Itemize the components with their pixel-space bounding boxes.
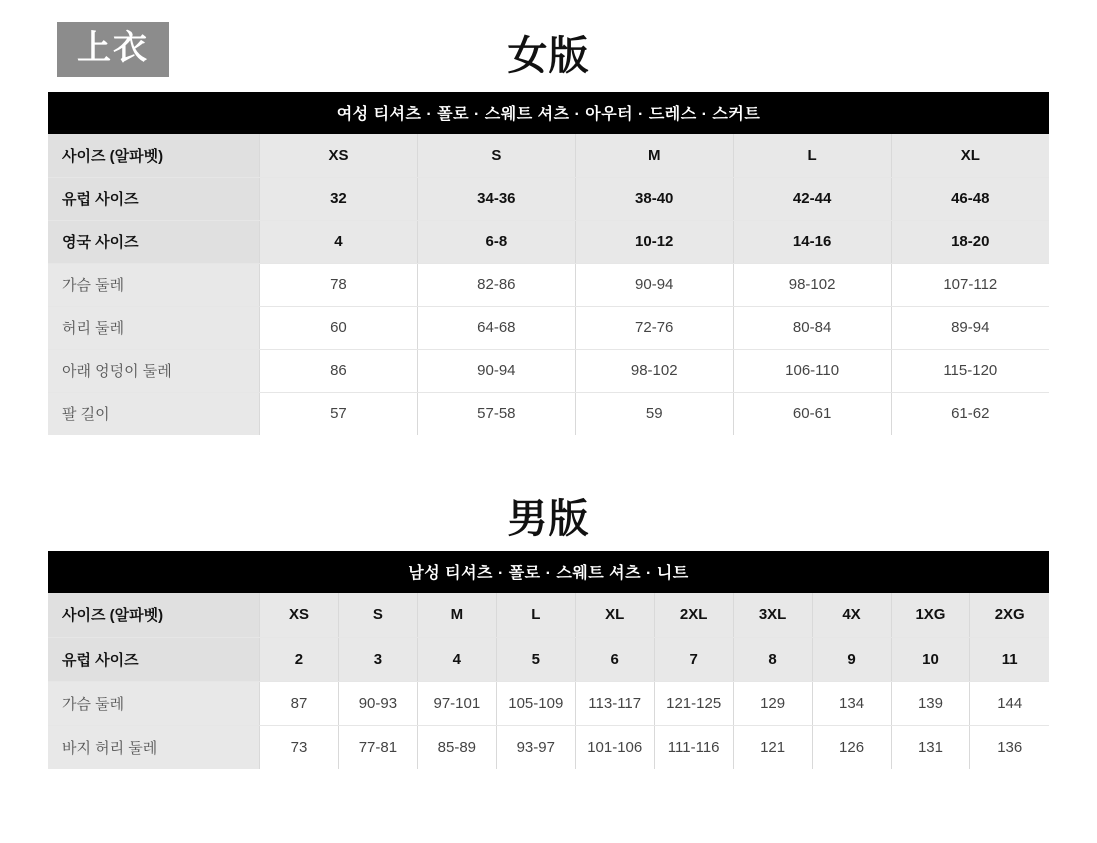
table-cell: 85-89 — [417, 725, 496, 769]
table-cell: 2XG — [970, 593, 1049, 637]
table-cell: 131 — [891, 725, 970, 769]
table-cell: 77-81 — [338, 725, 417, 769]
table-cell: 7 — [654, 637, 733, 681]
table-cell: 10-12 — [575, 220, 733, 263]
table-cell: 4 — [417, 637, 496, 681]
table-cell: 80-84 — [733, 306, 891, 349]
table-cell: 2 — [260, 637, 339, 681]
men-size-table-block — [48, 551, 1049, 769]
table-cell: 89-94 — [891, 306, 1049, 349]
table-cell: 86 — [260, 349, 418, 392]
row-label: 팔 길이 — [48, 392, 260, 435]
table-cell: 3 — [338, 637, 417, 681]
table-cell: 64-68 — [417, 306, 575, 349]
table-cell: 4X — [812, 593, 891, 637]
table-cell: 82-86 — [417, 263, 575, 306]
table-cell: 9 — [812, 637, 891, 681]
row-label: 사이즈 (알파벳) — [48, 134, 260, 177]
row-label: 영국 사이즈 — [48, 220, 260, 263]
women-size-table — [48, 134, 1049, 435]
table-cell: M — [575, 134, 733, 177]
table-cell: 90-94 — [417, 349, 575, 392]
table-cell: 121-125 — [654, 681, 733, 725]
table-cell: 32 — [260, 177, 418, 220]
table-cell: 101-106 — [575, 725, 654, 769]
table-cell: 61-62 — [891, 392, 1049, 435]
table-cell: 11 — [970, 637, 1049, 681]
table-cell: 57 — [260, 392, 418, 435]
table-cell: 72-76 — [575, 306, 733, 349]
table-row — [48, 725, 1049, 769]
table-row — [48, 134, 1049, 177]
table-cell: 60-61 — [733, 392, 891, 435]
table-cell: 90-93 — [338, 681, 417, 725]
table-cell: 1XG — [891, 593, 970, 637]
table-cell: M — [417, 593, 496, 637]
table-cell: 8 — [733, 637, 812, 681]
table-cell: 93-97 — [496, 725, 575, 769]
table-cell: 136 — [970, 725, 1049, 769]
table-row — [48, 593, 1049, 637]
table-cell: 46-48 — [891, 177, 1049, 220]
table-cell: 10 — [891, 637, 970, 681]
table-cell: 60 — [260, 306, 418, 349]
men-table-header: 남성 티셔츠 · 폴로 · 스웨트 셔츠 · 니트 — [48, 551, 1049, 593]
table-cell: S — [338, 593, 417, 637]
page-title-men: 男版 — [507, 497, 590, 541]
table-cell: 42-44 — [733, 177, 891, 220]
table-cell: 78 — [260, 263, 418, 306]
row-label: 가슴 둘레 — [48, 681, 260, 725]
table-row — [48, 349, 1049, 392]
table-cell: XL — [575, 593, 654, 637]
category-badge: 上衣 — [57, 22, 169, 77]
row-label: 유럽 사이즈 — [48, 177, 260, 220]
row-label: 아래 엉덩이 둘레 — [48, 349, 260, 392]
row-label: 허리 둘레 — [48, 306, 260, 349]
table-cell: 4 — [260, 220, 418, 263]
table-cell: 97-101 — [417, 681, 496, 725]
table-cell: 6-8 — [417, 220, 575, 263]
row-label: 바지 허리 둘레 — [48, 725, 260, 769]
table-cell: 57-58 — [417, 392, 575, 435]
table-cell: 6 — [575, 637, 654, 681]
table-row — [48, 220, 1049, 263]
table-cell: 98-102 — [575, 349, 733, 392]
table-row — [48, 177, 1049, 220]
table-cell: 14-16 — [733, 220, 891, 263]
women-table-header: 여성 티셔츠 · 폴로 · 스웨트 셔츠 · 아우터 · 드레스 · 스커트 — [48, 92, 1049, 134]
table-cell: S — [417, 134, 575, 177]
table-cell: 121 — [733, 725, 812, 769]
table-cell: 111-116 — [654, 725, 733, 769]
table-row — [48, 263, 1049, 306]
table-cell: 139 — [891, 681, 970, 725]
page-title-women: 女版 — [507, 34, 590, 78]
table-cell: 73 — [260, 725, 339, 769]
table-cell: 105-109 — [496, 681, 575, 725]
table-row — [48, 681, 1049, 725]
table-cell: 134 — [812, 681, 891, 725]
table-cell: 18-20 — [891, 220, 1049, 263]
table-cell: 5 — [496, 637, 575, 681]
table-cell: 38-40 — [575, 177, 733, 220]
table-cell: XL — [891, 134, 1049, 177]
table-cell: 2XL — [654, 593, 733, 637]
table-cell: 129 — [733, 681, 812, 725]
row-label: 사이즈 (알파벳) — [48, 593, 260, 637]
table-cell: 115-120 — [891, 349, 1049, 392]
table-cell: 90-94 — [575, 263, 733, 306]
table-cell: 98-102 — [733, 263, 891, 306]
table-cell: XS — [260, 593, 339, 637]
table-row — [48, 306, 1049, 349]
table-row — [48, 637, 1049, 681]
table-cell: L — [496, 593, 575, 637]
table-cell: 113-117 — [575, 681, 654, 725]
table-cell: 34-36 — [417, 177, 575, 220]
table-cell: XS — [260, 134, 418, 177]
row-label: 유럽 사이즈 — [48, 637, 260, 681]
table-row — [48, 392, 1049, 435]
table-cell: 3XL — [733, 593, 812, 637]
row-label: 가슴 둘레 — [48, 263, 260, 306]
table-cell: 59 — [575, 392, 733, 435]
table-cell: 126 — [812, 725, 891, 769]
table-cell: 144 — [970, 681, 1049, 725]
women-size-table-block — [48, 92, 1049, 435]
table-cell: 107-112 — [891, 263, 1049, 306]
men-size-table — [48, 593, 1049, 769]
table-cell: L — [733, 134, 891, 177]
table-cell: 87 — [260, 681, 339, 725]
table-cell: 106-110 — [733, 349, 891, 392]
